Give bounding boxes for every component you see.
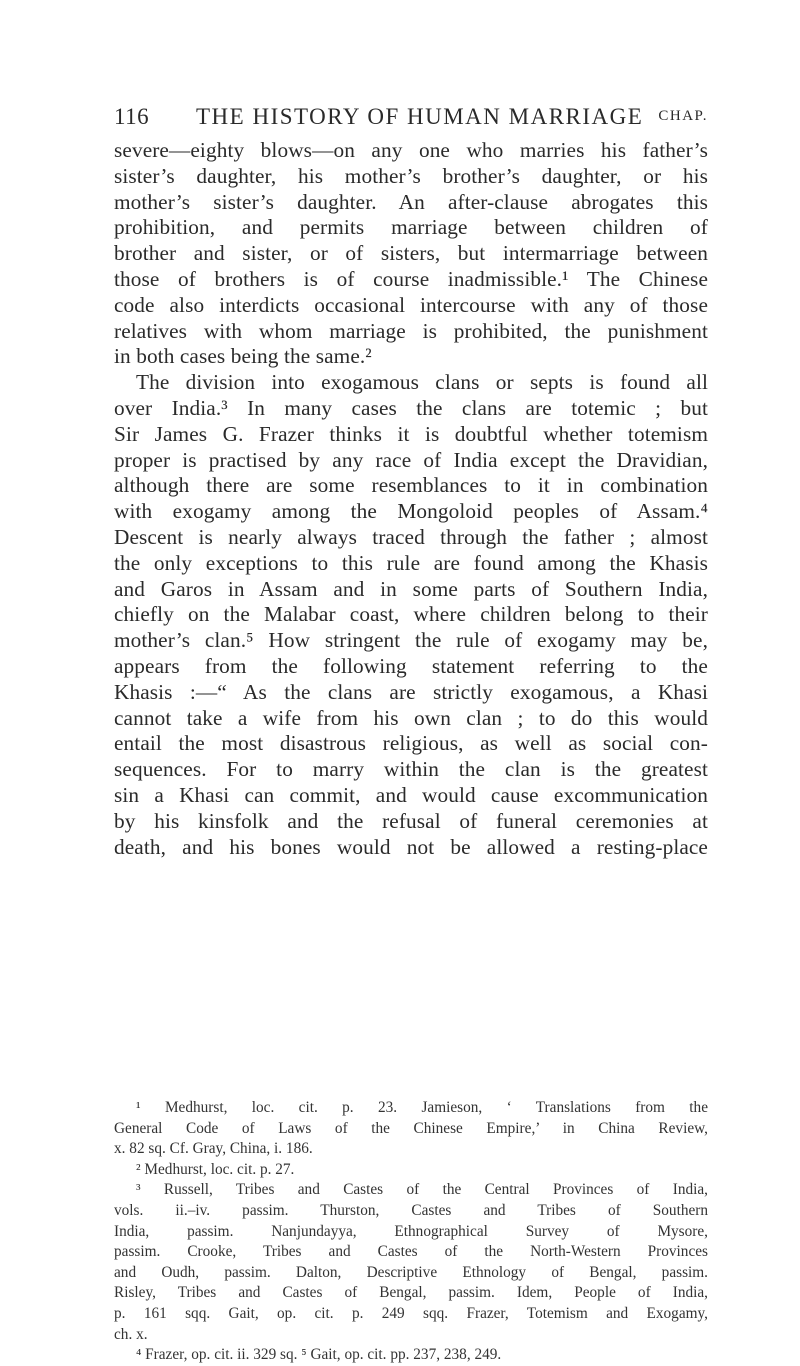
running-header (114, 104, 708, 134)
footnote-line: x. 82 sq. Cf. Gray, China, i. 186. (114, 1140, 313, 1158)
footnote-line: p. 161 sqq. Gait, op. cit. p. 249 sqq. Frazer, Totemism and Exogamy, (114, 1304, 708, 1322)
footnote-line: and Oudh, passim. Dalton, Descriptive Ethnology of Bengal, passim. (114, 1263, 708, 1281)
body-text (114, 138, 708, 860)
body-line: mother’s sister’s daughter. An after-clause abrogates this (114, 189, 708, 214)
body-line: appears from the following statement referring to the (114, 653, 708, 678)
body-line: severe—eighty blows—on any one who marries his father’s (114, 138, 708, 162)
body-line: by his kinsfolk and the refusal of funeral ceremonies at (114, 808, 708, 833)
body-line: with exogamy among the Mongoloid peoples of Assam.⁴ (114, 499, 708, 524)
footnote-line: General Code of Laws of the Chinese Empire,’ in China Review, (114, 1119, 708, 1137)
body-line: entail the most disastrous religious, as well as social con- (114, 731, 708, 756)
body-line: sin a Khasi can commit, and would cause excommunication (114, 782, 708, 807)
body-line: The division into exogamous clans or septs is found all (136, 370, 708, 395)
body-line: mother’s clan.⁵ How stringent the rule of exogamy may be, (114, 628, 708, 653)
body-line: chiefly on the Malabar coast, where children belong to their (114, 602, 708, 627)
body-line: proper is practised by any race of India except the Dravidian, (114, 447, 708, 472)
footnote-line: ⁴ Frazer, op. cit. ii. 329 sq. ⁵ Gait, op. cit. pp. 237, 238, 249. (136, 1346, 502, 1364)
body-line: the only exceptions to this rule are found among the Khasis (114, 550, 708, 575)
body-line: and Garos in Assam and in some parts of Southern India, (114, 576, 708, 601)
footnote-line: ch. x. (114, 1325, 148, 1343)
footnote-line: ³ Russell, Tribes and Castes of the Central Provinces of India, (136, 1181, 708, 1199)
body-line: over India.³ In many cases the clans are totemic ; but (114, 395, 708, 420)
body-line: Descent is nearly always traced through the father ; almost (114, 524, 708, 549)
body-line: Khasis :—“ As the clans are strictly exogamous, a Khasi (114, 679, 708, 704)
body-line: sequences. For to marry within the clan is the greatest (114, 757, 708, 782)
page-number: 116 (114, 104, 150, 129)
body-line: prohibition, and permits marriage between children of (114, 215, 708, 240)
footnote-line: India, passim. Nanjundayya, Ethnographical Survey of Mysore, (114, 1222, 708, 1240)
body-line: Sir James G. Frazer thinks it is doubtful whether totemism (114, 421, 708, 446)
footnote-line: ² Medhurst, loc. cit. p. 27. (136, 1160, 295, 1178)
chapter-label: CHAP. (658, 108, 708, 124)
footnote-line: ¹ Medhurst, loc. cit. p. 23. Jamieson, ‘ Translations from the (136, 1099, 708, 1116)
body-line: those of brothers is of course inadmissible.¹ The Chinese (114, 266, 708, 291)
footnote-line: Risley, Tribes and Castes of Bengal, passim. Idem, People of India, (114, 1284, 708, 1302)
body-line: sister’s daughter, his mother’s brother’s daughter, or his (114, 163, 708, 188)
body-line: although there are some resemblances to it in combination (114, 473, 708, 498)
body-line: brother and sister, or of sisters, but intermarriage between (114, 241, 708, 266)
body-line: relatives with whom marriage is prohibited, the punishment (114, 318, 708, 343)
footnote-line: passim. Crooke, Tribes and Castes of the North-Western Provinces (114, 1243, 708, 1261)
body-line: cannot take a wife from his own clan ; to do this would (114, 705, 708, 730)
body-line: code also interdicts occasional intercourse with any of those (114, 292, 708, 317)
running-title: THE HISTORY OF HUMAN MARRIAGE (196, 104, 644, 129)
footnote-line: vols. ii.–iv. passim. Thurston, Castes and Tribes of Southern (114, 1201, 708, 1219)
body-line: in both cases being the same.² (114, 344, 372, 369)
body-line: death, and his bones would not be allowed a resting-place (114, 834, 708, 859)
footnotes (114, 1098, 708, 1366)
